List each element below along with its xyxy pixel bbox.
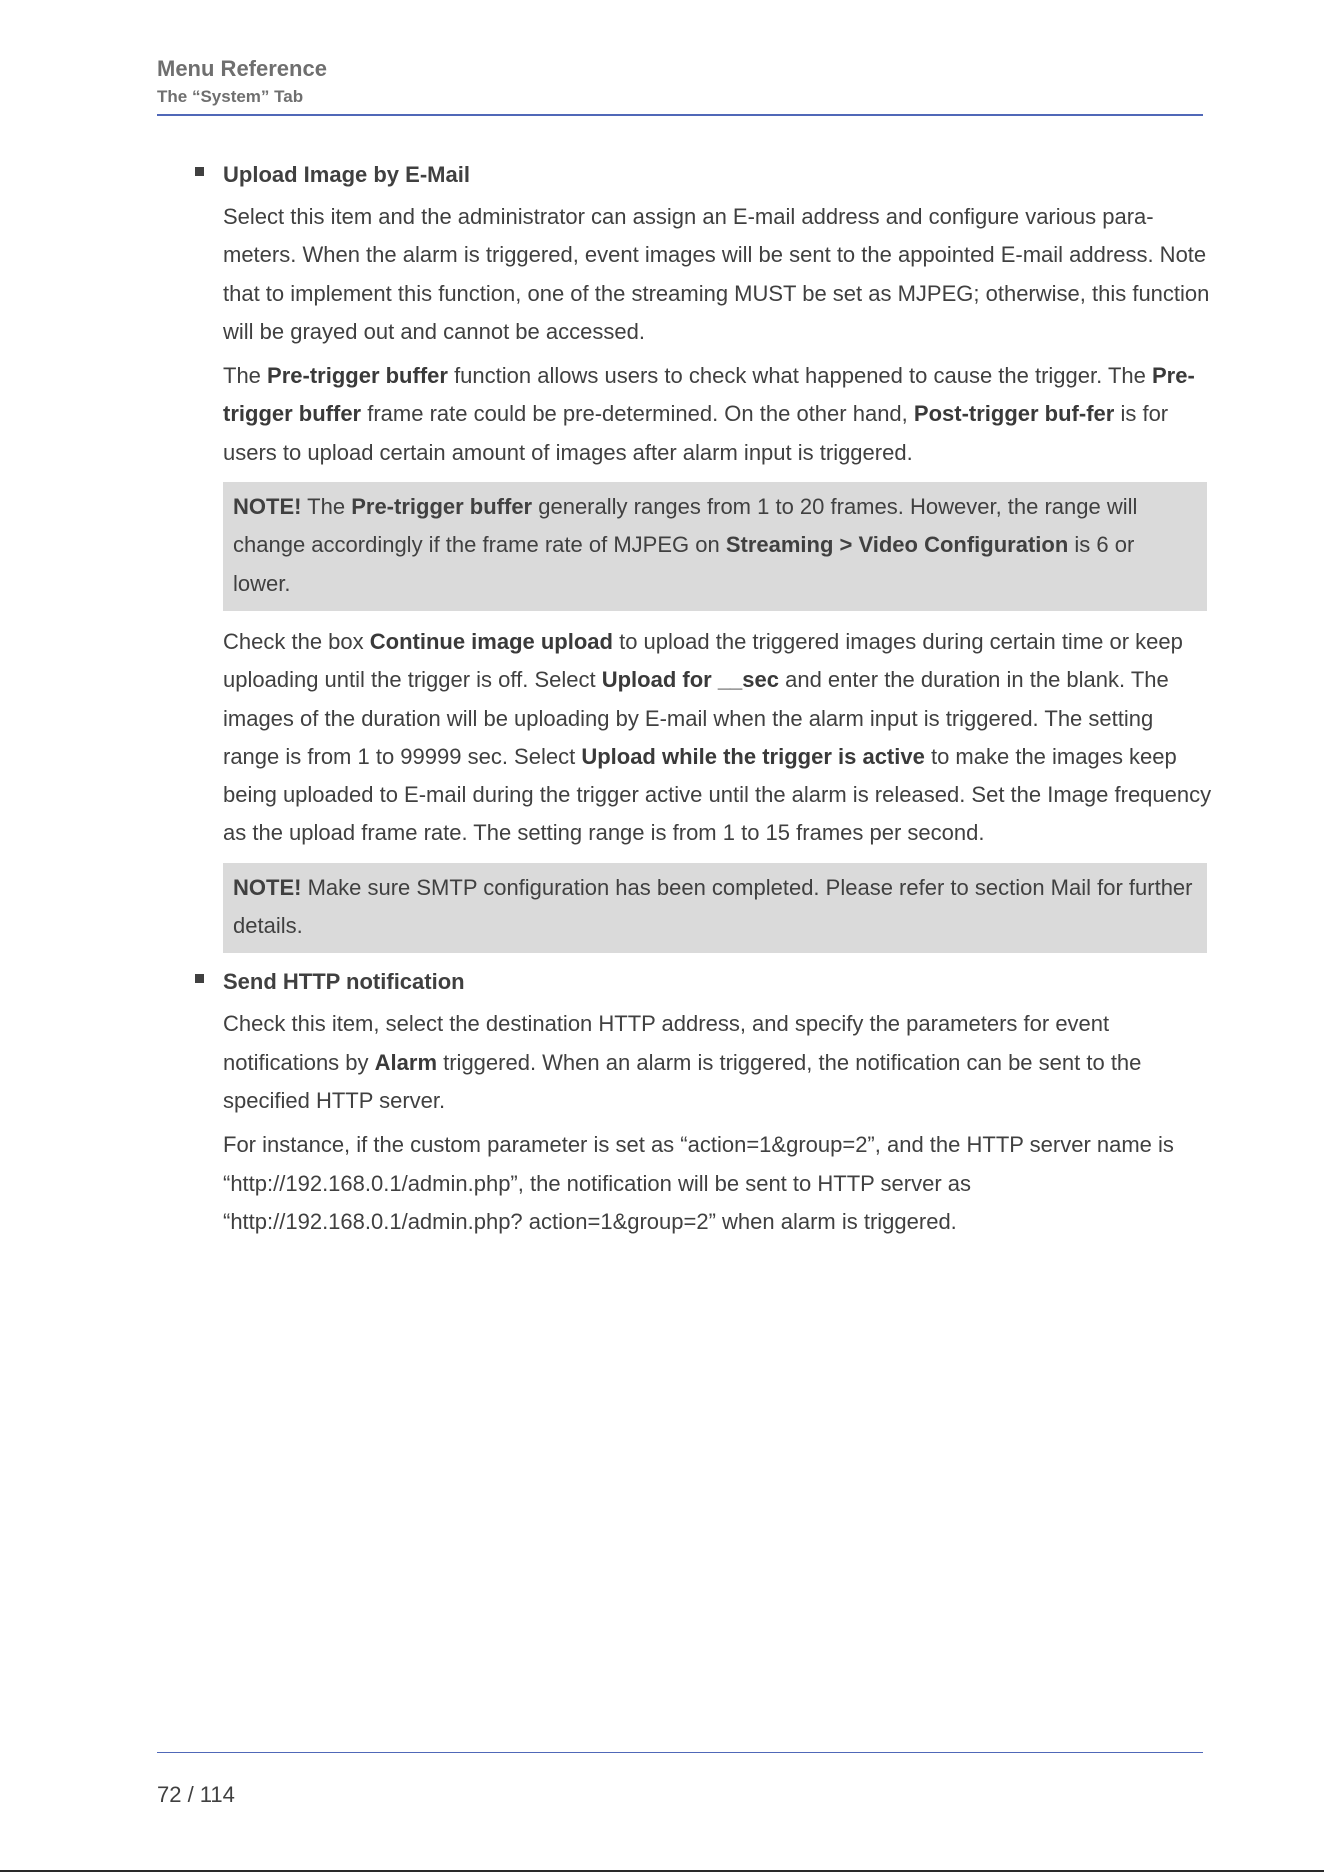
text-run: to upload the triggered images during certain time or keep uploading until the trigger is off. Select <box>223 628 1183 693</box>
text-run: generally ranges from 1 to 20 frames. However, the range will change accordingly if the frame rate of MJPEG on <box>233 494 1138 558</box>
text-run: Make sure SMTP configuration has been completed. Please refer to section Mail for further details. <box>233 874 1193 939</box>
bold-term: Alarm <box>374 1049 437 1075</box>
bold-term: Upload while the trigger is active <box>581 743 925 769</box>
bold-term: Upload for __sec <box>601 667 779 693</box>
bold-term: Pre-trigger buffer <box>351 494 533 520</box>
bold-term: Post-trigger buf-fer <box>913 401 1115 427</box>
header-subtitle: The “System” Tab <box>157 87 304 106</box>
text-run: function allows users to check what happened to cause the trigger. The <box>447 363 1152 389</box>
bullet-square-icon <box>195 974 204 983</box>
text-run: The <box>301 494 352 520</box>
note-label: NOTE! <box>233 494 302 520</box>
page-number: 72 / 114 <box>157 1782 235 1807</box>
note-label: NOTE! <box>233 874 302 900</box>
section-heading: Upload Image by E-Mail <box>223 162 470 187</box>
note-box <box>223 482 1207 611</box>
section-send-http-notification <box>157 965 1207 1241</box>
footer-divider <box>157 1752 1203 1753</box>
paragraph: Select this item and the administrator can assign an E-mail address and configure various para-meters. When the alarm is triggered, event images will be sent to the appointed E-mail address. Note that to implement this function, one of the streaming MUST be set as MJPEG; otherwise, this function will be grayed out and cannot be accessed. <box>223 204 1210 344</box>
bold-term: Streaming > Video Configuration <box>725 532 1069 558</box>
section-upload-image-by-email <box>157 158 1212 953</box>
paragraph <box>223 357 1213 472</box>
bold-term: Pre-trigger buffer <box>267 363 448 389</box>
section-heading: Send HTTP notification <box>223 969 465 995</box>
bold-term: Pre-trigger buffer <box>223 363 1195 427</box>
text-run: is 6 or lower. <box>233 532 1135 596</box>
text-run: Check the box <box>223 628 370 654</box>
bold-term: Continue image upload <box>369 628 613 654</box>
note-box <box>223 863 1207 954</box>
text-run: is for users to upload certain amount of images after alarm input is triggered. <box>223 401 1169 465</box>
header-divider <box>157 114 1203 116</box>
page-header <box>157 54 1203 108</box>
paragraph <box>223 623 1213 853</box>
text-run: and enter the duration in the blank. The images of the duration will be uploading by E-mail when the alarm input is triggered. The setting range is from 1 to 99999 sec. Select <box>223 667 1169 769</box>
text-run: The <box>223 363 268 389</box>
text-run: frame rate could be pre-determined. On the other hand, <box>361 401 914 427</box>
paragraph: For instance, if the custom parameter is set as “action=1&group=2”, and the HTTP server name is “http://192.168.0.1/admin.php”, the notification will be sent to HTTP server as “http://192.168.0.1/admin.php? action=1&group=2” when alarm is triggered. <box>223 1132 1174 1234</box>
text-run: Check this item, select the destination HTTP address, and specify the parameters for event notifications by <box>223 1011 1110 1075</box>
header-title: Menu Reference <box>157 56 327 81</box>
document-body <box>157 158 1212 1247</box>
text-run: to make the images keep being uploaded to E-mail during the trigger active until the alarm is released. Set the Image frequency as the upload frame rate. The setting range is from 1 to 15 frames per second. <box>223 743 1212 846</box>
paragraph <box>223 1005 1213 1120</box>
bullet-square-icon <box>195 167 204 176</box>
text-run: triggered. When an alarm is triggered, the notification can be sent to the specified HTTP server. <box>223 1049 1142 1113</box>
